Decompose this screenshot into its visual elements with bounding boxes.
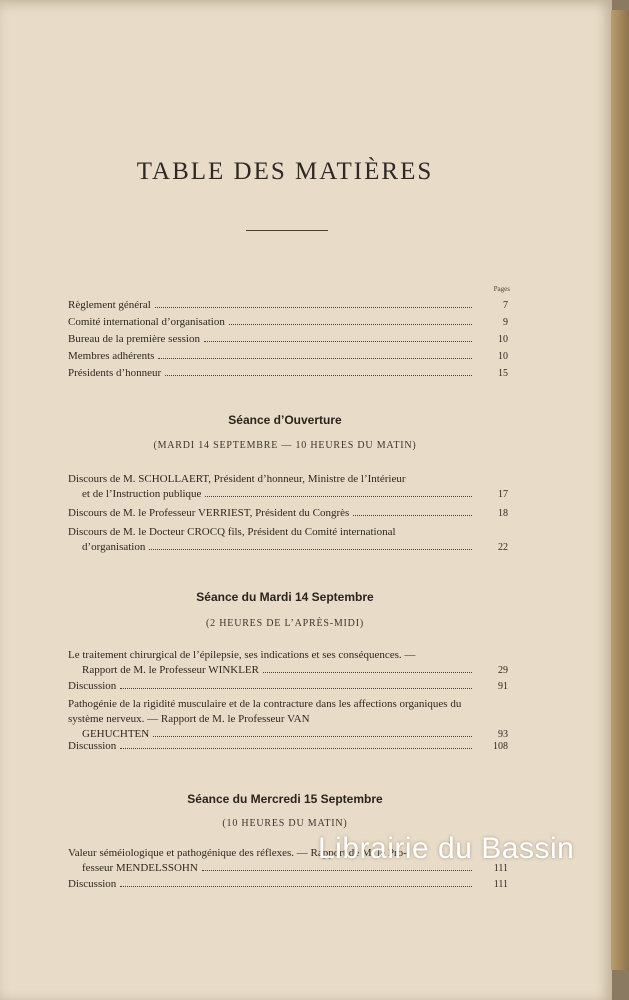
toc-entry: Membres adhérents 10 — [68, 350, 508, 362]
toc-entry: Discours de M. le Docteur CROCQ fils, Président du Comité international d’organisation 22 — [68, 526, 508, 553]
page-edge — [611, 10, 629, 970]
section-subheading: (MARDI 14 SEPTEMBRE — 10 HEURES DU MATIN) — [153, 440, 417, 451]
section-heading: Séance du Mercredi 15 Septembre — [187, 792, 383, 806]
watermark: Librairie du Bassin — [318, 832, 575, 865]
toc-entry: Le traitement chirurgical de l’épilepsie, ses indications et ses conséquences. — Rapport de M. le Professeur WINKLER 29 — [68, 649, 508, 676]
section-heading: Séance d’Ouverture — [228, 413, 342, 427]
toc-entry: Pathogénie de la rigidité musculaire et de la contracture dans les affections organiques du système nerveux. — Rapport de M. le Professeur VAN GEHUCHTEN 93 — [68, 698, 508, 740]
toc-entry: Présidents d’honneur 15 — [68, 367, 508, 379]
toc-entry: Discussion 91 — [68, 680, 508, 692]
toc-entry: Discours de M. le Professeur VERRIEST, Président du Congrès 18 — [68, 507, 508, 519]
toc-entry: Discussion 111 — [68, 878, 508, 890]
section-subheading: (10 HEURES DU MATIN) — [222, 818, 348, 829]
toc-entry: Discours de M. SCHOLLAERT, Président d’honneur, Ministre de l’Intérieur et de l’Instruction publique 17 — [68, 473, 508, 500]
toc-entry: Règlement général 7 — [68, 299, 508, 311]
page-title: TABLE DES MATIÈRES — [136, 158, 434, 185]
toc-entry: Discussion 108 — [68, 740, 508, 752]
section-subheading: (2 HEURES DE L’APRÈS-MIDI) — [206, 618, 364, 629]
toc-entry: Bureau de la première session 10 — [68, 333, 508, 345]
pages-column-label: Pages — [493, 285, 510, 293]
toc-entry: Valeur séméiologique et pathogénique des réflexes. — Rapport de M. le Pro- fesseur MENDELSSOHN 111 — [68, 847, 508, 874]
toc-entry: Comité international d’organisation 9 — [68, 316, 508, 328]
section-heading: Séance du Mardi 14 Septembre — [196, 590, 374, 604]
title-rule — [246, 230, 328, 231]
